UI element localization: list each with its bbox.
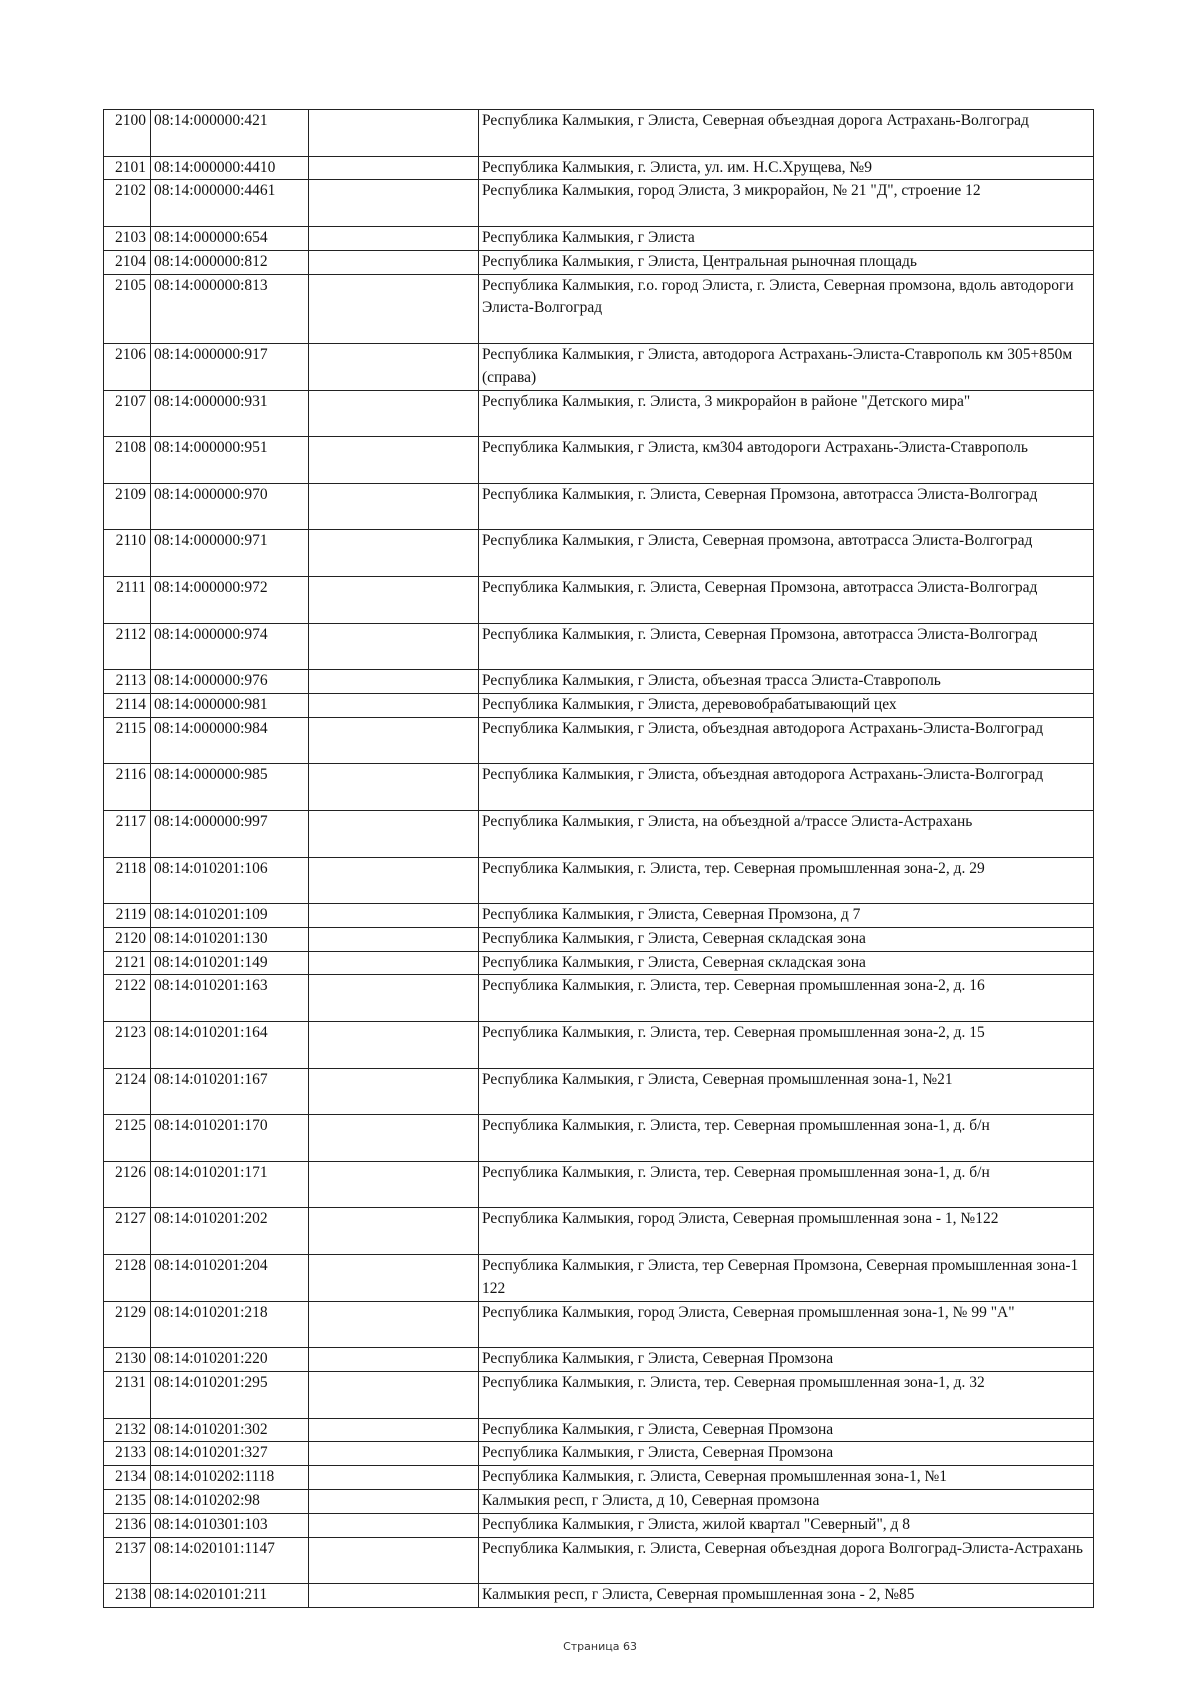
cadastral-number-cell: 08:14:010201:171 [151, 1161, 309, 1208]
empty-cell [309, 530, 479, 577]
table-row [104, 857, 1094, 904]
cadastral-number-cell: 08:14:010301:103 [151, 1513, 309, 1537]
row-number-cell: 2135 [104, 1490, 151, 1514]
address-cell: Республика Калмыкия, город Элиста, Северная промышленная зона-1, № 99 "А" [479, 1301, 1094, 1348]
table-row [104, 180, 1094, 227]
cadastral-number-cell: 08:14:010201:109 [151, 904, 309, 928]
table-row [104, 110, 1094, 157]
table-row [104, 274, 1094, 343]
empty-cell [309, 250, 479, 274]
address-cell: Республика Калмыкия, г Элиста, объездная автодорога Астрахань-Элиста-Волгоград [479, 717, 1094, 764]
row-number-cell: 2120 [104, 927, 151, 951]
cadastral-number-cell: 08:14:000000:931 [151, 390, 309, 437]
empty-cell [309, 156, 479, 180]
table-row [104, 1584, 1094, 1608]
empty-cell [309, 670, 479, 694]
row-number-cell: 2123 [104, 1022, 151, 1069]
empty-cell [309, 1372, 479, 1419]
cadastral-number-cell: 08:14:010201:302 [151, 1418, 309, 1442]
address-cell: Республика Калмыкия, г Элиста, Северная Промзона [479, 1418, 1094, 1442]
address-cell: Республика Калмыкия, г Элиста, деревовобрабатывающий цех [479, 693, 1094, 717]
cadastral-number-cell: 08:14:010201:164 [151, 1022, 309, 1069]
empty-cell [309, 437, 479, 484]
row-number-cell: 2103 [104, 226, 151, 250]
table-row [104, 1490, 1094, 1514]
cadastral-number-cell: 08:14:000000:812 [151, 250, 309, 274]
empty-cell [309, 1490, 479, 1514]
cadastral-number-cell: 08:14:000000:970 [151, 483, 309, 530]
cadastral-number-cell: 08:14:000000:972 [151, 576, 309, 623]
table-row [104, 156, 1094, 180]
table-row [104, 437, 1094, 484]
cadastral-number-cell: 08:14:020101:1147 [151, 1537, 309, 1584]
empty-cell [309, 343, 479, 390]
cadastral-number-cell: 08:14:010201:218 [151, 1301, 309, 1348]
row-number-cell: 2114 [104, 693, 151, 717]
table-row [104, 1301, 1094, 1348]
address-cell: Республика Калмыкия, г. Элиста, Северная объездная дорога Волгоград-Элиста-Астрахань [479, 1537, 1094, 1584]
table-row [104, 1255, 1094, 1302]
row-number-cell: 2119 [104, 904, 151, 928]
address-cell: Калмыкия респ, г Элиста, д 10, Северная промзона [479, 1490, 1094, 1514]
address-cell: Республика Калмыкия, г Элиста, жилой квартал "Северный", д 8 [479, 1513, 1094, 1537]
row-number-cell: 2100 [104, 110, 151, 157]
cadastral-number-cell: 08:14:000000:813 [151, 274, 309, 343]
table-row [104, 390, 1094, 437]
row-number-cell: 2106 [104, 343, 151, 390]
empty-cell [309, 180, 479, 227]
empty-cell [309, 857, 479, 904]
table-row [104, 764, 1094, 811]
empty-cell [309, 693, 479, 717]
empty-cell [309, 1537, 479, 1584]
empty-cell [309, 390, 479, 437]
row-number-cell: 2105 [104, 274, 151, 343]
row-number-cell: 2122 [104, 975, 151, 1022]
cadastral-number-cell: 08:14:000000:974 [151, 623, 309, 670]
cadastral-number-cell: 08:14:000000:951 [151, 437, 309, 484]
cadastral-number-cell: 08:14:010201:202 [151, 1208, 309, 1255]
cadastral-number-cell: 08:14:000000:4461 [151, 180, 309, 227]
cadastral-number-cell: 08:14:000000:976 [151, 670, 309, 694]
row-number-cell: 2137 [104, 1537, 151, 1584]
row-number-cell: 2130 [104, 1348, 151, 1372]
table-row [104, 810, 1094, 857]
address-cell: Республика Калмыкия, г. Элиста, Северная промышленная зона-1, №1 [479, 1466, 1094, 1490]
address-cell: Республика Калмыкия, г. Элиста, тер. Северная промышленная зона-1, д. 32 [479, 1372, 1094, 1419]
empty-cell [309, 927, 479, 951]
row-number-cell: 2124 [104, 1068, 151, 1115]
address-cell: Республика Калмыкия, г Элиста, Северная складская зона [479, 951, 1094, 975]
empty-cell [309, 975, 479, 1022]
address-cell: Республика Калмыкия, г Элиста, Северная складская зона [479, 927, 1094, 951]
cadastral-number-cell: 08:14:000000:985 [151, 764, 309, 811]
address-cell: Республика Калмыкия, г Элиста, Северная промзона, автотрасса Элиста-Волгоград [479, 530, 1094, 577]
table-row [104, 1466, 1094, 1490]
row-number-cell: 2101 [104, 156, 151, 180]
cadastral-number-cell: 08:14:010202:98 [151, 1490, 309, 1514]
table-row [104, 530, 1094, 577]
empty-cell [309, 810, 479, 857]
row-number-cell: 2118 [104, 857, 151, 904]
cadastral-number-cell: 08:14:000000:971 [151, 530, 309, 577]
empty-cell [309, 483, 479, 530]
address-cell: Калмыкия респ, г Элиста, Северная промышленная зона - 2, №85 [479, 1584, 1094, 1608]
row-number-cell: 2138 [104, 1584, 151, 1608]
cadastral-number-cell: 08:14:010201:170 [151, 1115, 309, 1162]
table-row [104, 250, 1094, 274]
row-number-cell: 2121 [104, 951, 151, 975]
empty-cell [309, 1513, 479, 1537]
address-cell: Республика Калмыкия, г. Элиста, тер. Северная промышленная зона-2, д. 15 [479, 1022, 1094, 1069]
empty-cell [309, 576, 479, 623]
row-number-cell: 2128 [104, 1255, 151, 1302]
empty-cell [309, 1301, 479, 1348]
empty-cell [309, 1255, 479, 1302]
table-row [104, 483, 1094, 530]
row-number-cell: 2127 [104, 1208, 151, 1255]
empty-cell [309, 274, 479, 343]
cadastral-number-cell: 08:14:010201:204 [151, 1255, 309, 1302]
table-row [104, 1418, 1094, 1442]
cadastral-number-cell: 08:14:010202:1118 [151, 1466, 309, 1490]
cadastral-number-cell: 08:14:020101:211 [151, 1584, 309, 1608]
table-row [104, 904, 1094, 928]
address-cell: Республика Калмыкия, г. Элиста, Северная Промзона, автотрасса Элиста-Волгоград [479, 483, 1094, 530]
cadastral-register-table [103, 109, 1094, 1608]
address-cell: Республика Калмыкия, г Элиста, Северная Промзона, д 7 [479, 904, 1094, 928]
row-number-cell: 2104 [104, 250, 151, 274]
table-row [104, 1348, 1094, 1372]
cadastral-number-cell: 08:14:010201:106 [151, 857, 309, 904]
empty-cell [309, 226, 479, 250]
table-row [104, 693, 1094, 717]
table-row [104, 1513, 1094, 1537]
address-cell: Республика Калмыкия, г. Элиста, тер. Северная промышленная зона-2, д. 16 [479, 975, 1094, 1022]
row-number-cell: 2111 [104, 576, 151, 623]
page-footer: Страница 63 [563, 1640, 637, 1653]
row-number-cell: 2115 [104, 717, 151, 764]
empty-cell [309, 1418, 479, 1442]
address-cell: Республика Калмыкия, город Элиста, 3 микрорайон, № 21 "Д", строение 12 [479, 180, 1094, 227]
table-row [104, 1115, 1094, 1162]
address-cell: Республика Калмыкия, г. Элиста, Северная Промзона, автотрасса Элиста-Волгоград [479, 623, 1094, 670]
cadastral-number-cell: 08:14:010201:167 [151, 1068, 309, 1115]
cadastral-number-cell: 08:14:000000:984 [151, 717, 309, 764]
address-cell: Республика Калмыкия, г Элиста, автодорога Астрахань-Элиста-Ставрополь км 305+850м (справа) [479, 343, 1094, 390]
address-cell: Республика Калмыкия, г Элиста, тер Северная Промзона, Северная промышленная зона-1 122 [479, 1255, 1094, 1302]
empty-cell [309, 904, 479, 928]
empty-cell [309, 1022, 479, 1069]
address-cell: Республика Калмыкия, г Элиста, на объездной а/трассе Элиста-Астрахань [479, 810, 1094, 857]
cadastral-number-cell: 08:14:000000:981 [151, 693, 309, 717]
address-cell: Республика Калмыкия, г Элиста, объезная трасса Элиста-Ставрополь [479, 670, 1094, 694]
table-row [104, 1208, 1094, 1255]
cadastral-number-cell: 08:14:000000:421 [151, 110, 309, 157]
empty-cell [309, 623, 479, 670]
table-row [104, 1442, 1094, 1466]
cadastral-number-cell: 08:14:010201:295 [151, 1372, 309, 1419]
address-cell: Республика Калмыкия, г Элиста [479, 226, 1094, 250]
table-row [104, 226, 1094, 250]
row-number-cell: 2133 [104, 1442, 151, 1466]
table-row [104, 343, 1094, 390]
table-row [104, 576, 1094, 623]
row-number-cell: 2134 [104, 1466, 151, 1490]
address-cell: Республика Калмыкия, г Элиста, км304 автодороги Астрахань-Элиста-Ставрополь [479, 437, 1094, 484]
row-number-cell: 2125 [104, 1115, 151, 1162]
row-number-cell: 2110 [104, 530, 151, 577]
cadastral-number-cell: 08:14:000000:997 [151, 810, 309, 857]
row-number-cell: 2132 [104, 1418, 151, 1442]
address-cell: Республика Калмыкия, город Элиста, Северная промышленная зона - 1, №122 [479, 1208, 1094, 1255]
table-body [104, 110, 1094, 1608]
address-cell: Республика Калмыкия, г. Элиста, 3 микрорайон в районе "Детского мира" [479, 390, 1094, 437]
address-cell: Республика Калмыкия, г.о. город Элиста, г. Элиста, Северная промзона, вдоль автодороги Элиста-Волгоград [479, 274, 1094, 343]
address-cell: Республика Калмыкия, г Элиста, объездная автодорога Астрахань-Элиста-Волгоград [479, 764, 1094, 811]
table-row [104, 623, 1094, 670]
empty-cell [309, 1161, 479, 1208]
address-cell: Республика Калмыкия, г. Элиста, тер. Северная промышленная зона-2, д. 29 [479, 857, 1094, 904]
cadastral-number-cell: 08:14:000000:917 [151, 343, 309, 390]
empty-cell [309, 764, 479, 811]
table-row [104, 1068, 1094, 1115]
row-number-cell: 2102 [104, 180, 151, 227]
cadastral-number-cell: 08:14:010201:149 [151, 951, 309, 975]
row-number-cell: 2113 [104, 670, 151, 694]
empty-cell [309, 1068, 479, 1115]
table-row [104, 670, 1094, 694]
row-number-cell: 2108 [104, 437, 151, 484]
cadastral-number-cell: 08:14:010201:163 [151, 975, 309, 1022]
address-cell: Республика Калмыкия, г Элиста, Северная объездная дорога Астрахань-Волгоград [479, 110, 1094, 157]
row-number-cell: 2126 [104, 1161, 151, 1208]
empty-cell [309, 1584, 479, 1608]
address-cell: Республика Калмыкия, г Элиста, Центральная рыночная площадь [479, 250, 1094, 274]
empty-cell [309, 717, 479, 764]
address-cell: Республика Калмыкия, г. Элиста, ул. им. Н.С.Хрущева, №9 [479, 156, 1094, 180]
empty-cell [309, 1442, 479, 1466]
address-cell: Республика Калмыкия, г. Элиста, тер. Северная промышленная зона-1, д. б/н [479, 1115, 1094, 1162]
table-row [104, 951, 1094, 975]
cadastral-number-cell: 08:14:010201:327 [151, 1442, 309, 1466]
table-row [104, 1372, 1094, 1419]
address-cell: Республика Калмыкия, г Элиста, Северная промышленная зона-1, №21 [479, 1068, 1094, 1115]
cadastral-number-cell: 08:14:000000:4410 [151, 156, 309, 180]
empty-cell [309, 1466, 479, 1490]
row-number-cell: 2109 [104, 483, 151, 530]
address-cell: Республика Калмыкия, г Элиста, Северная Промзона [479, 1348, 1094, 1372]
empty-cell [309, 1348, 479, 1372]
table-row [104, 717, 1094, 764]
row-number-cell: 2136 [104, 1513, 151, 1537]
cadastral-number-cell: 08:14:000000:654 [151, 226, 309, 250]
empty-cell [309, 110, 479, 157]
row-number-cell: 2112 [104, 623, 151, 670]
empty-cell [309, 951, 479, 975]
table-row [104, 1161, 1094, 1208]
cadastral-number-cell: 08:14:010201:220 [151, 1348, 309, 1372]
empty-cell [309, 1208, 479, 1255]
empty-cell [309, 1115, 479, 1162]
table-row [104, 1537, 1094, 1584]
table-row [104, 927, 1094, 951]
address-cell: Республика Калмыкия, г. Элиста, Северная Промзона, автотрасса Элиста-Волгоград [479, 576, 1094, 623]
row-number-cell: 2117 [104, 810, 151, 857]
row-number-cell: 2107 [104, 390, 151, 437]
table-row [104, 1022, 1094, 1069]
row-number-cell: 2116 [104, 764, 151, 811]
row-number-cell: 2129 [104, 1301, 151, 1348]
table-row [104, 975, 1094, 1022]
address-cell: Республика Калмыкия, г. Элиста, тер. Северная промышленная зона-1, д. б/н [479, 1161, 1094, 1208]
address-cell: Республика Калмыкия, г Элиста, Северная Промзона [479, 1442, 1094, 1466]
row-number-cell: 2131 [104, 1372, 151, 1419]
cadastral-number-cell: 08:14:010201:130 [151, 927, 309, 951]
